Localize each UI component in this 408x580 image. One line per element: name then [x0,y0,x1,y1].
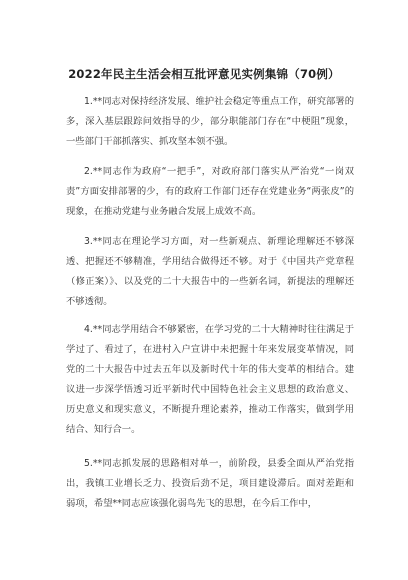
paragraph-1: 1.**同志对保持经济发展、维护社会稳定等重点工作，研究部署的多，深入基层跟踪问效指导的少，部分职能部门存在“中梗阻”现象，一些部门干部抓落实、抓攻坚本领不强。 [66,96,354,147]
paragraph-3: 3.**同志在理论学习方面，对一些新观点、新理论理解还不够深透、把握还不够精准，学用结合做得还不够。对于《中国共产党章程（修正案）》、以及党的二十大报告中的一些新名词，新提法的理解还不够透彻。 [66,236,354,307]
paragraph-4: 4.**同志学用结合不够紧密，在学习党的二十大精神时往往满足于学过了、看过了，在进村入户宣讲中未把握十年来发展变革情况，同党的二十大报告中过去五年以及新时代十年的伟大变革的相结合。建议进一步深学悟透习近平新时代中国特色社会主义思想的政治意义、历史意义和现实意义，不断提升理论素养，推动工作落实，做到学用结合、知行合一。 [66,324,354,435]
paragraph-5: 5.**同志抓发展的思路相对单一，前阶段，县委全面从严治党指出，我镇工业增长乏力、投资后劲不足，项目建设滞后。面对差距和弱项，希望**同志应该强化弱鸟先飞的思想，在今后工作中， [66,458,354,509]
paragraph-2: 2.**同志作为政府“一把手”，对政府部门落实从严治党“一岗双责”方面安排部署的少，有的政府工作部门还存在党建业务“两张皮”的现象，在推动党建与业务融合发展上成效不高。 [66,166,354,217]
document-title: 2022年民主生活会相互批评意见实例集锦（70例） [68,67,340,81]
